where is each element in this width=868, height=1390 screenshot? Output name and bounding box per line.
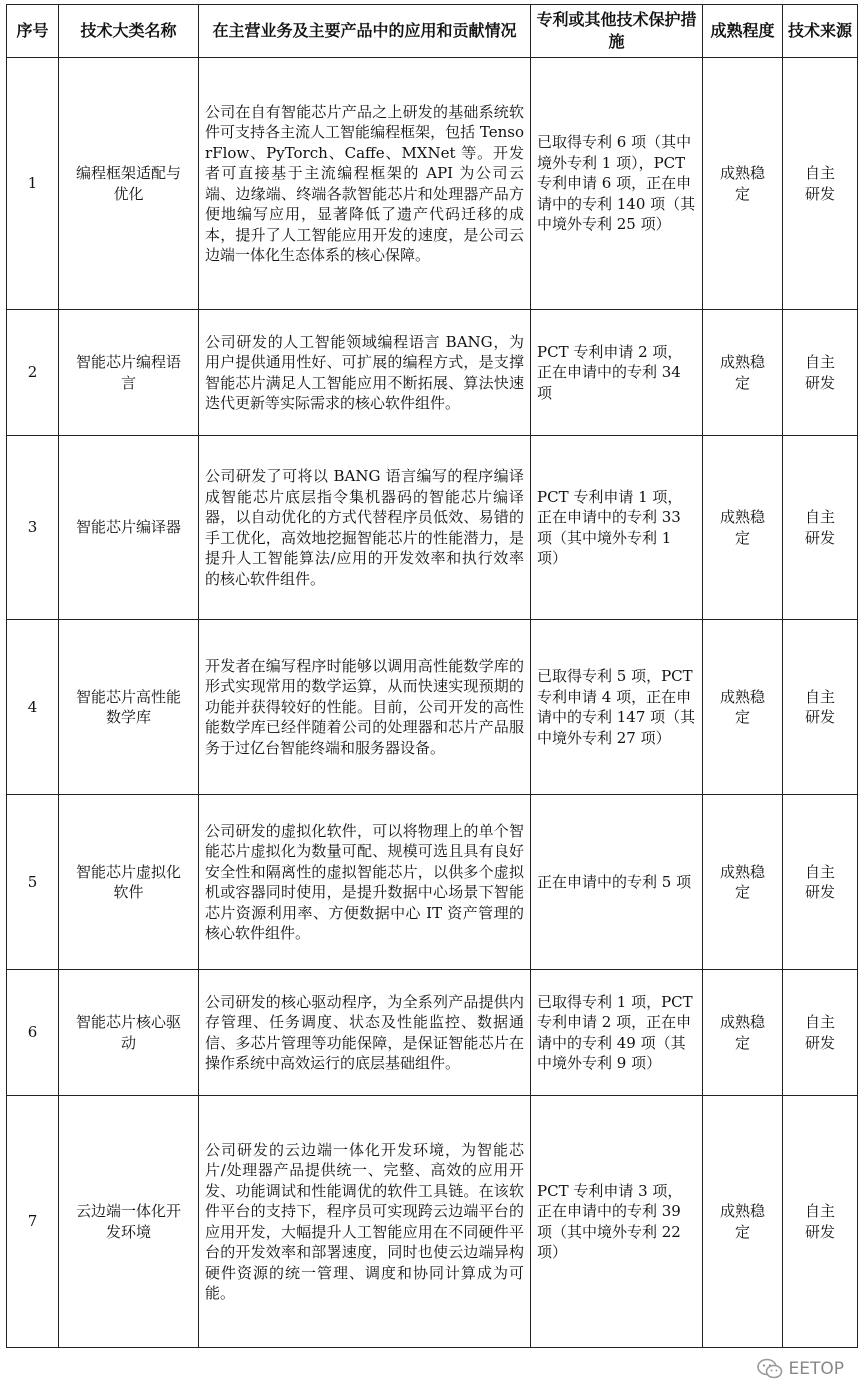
tech-protection: 已取得专利 1 项，PCT 专利申请 2 项，正在申请中的专利 49 项（其中境外专利 9 项） [531, 970, 703, 1096]
tech-name: 编程框架适配与优化 [59, 58, 199, 310]
row-number: 6 [7, 970, 59, 1096]
tech-name: 云边端一体化开发环境 [59, 1096, 199, 1348]
row-number: 1 [7, 58, 59, 310]
row-number: 5 [7, 795, 59, 970]
table-row [7, 436, 858, 620]
tech-protection: 已取得专利 6 项（其中境外专利 1 项），PCT 专利申请 6 项，正在申请中的专利 140 项（其中境外专利 25 项） [531, 58, 703, 310]
header-name: 技术大类名称 [59, 5, 199, 58]
header-no: 序号 [7, 5, 59, 58]
tech-protection: 正在申请中的专利 5 项 [531, 795, 703, 970]
row-number: 2 [7, 310, 59, 436]
tech-source: 自主研发 [783, 1096, 858, 1348]
tech-source: 自主研发 [783, 970, 858, 1096]
watermark [757, 1358, 845, 1380]
wechat-icon [757, 1358, 783, 1380]
watermark-text: EETOP [788, 1359, 844, 1379]
tech-application: 公司研发的云边端一体化开发环境，为智能芯片/处理器产品提供统一、完整、高效的应用开发、功能调试和性能调优的软件工具链。在该软件平台的支持下，程序员可实现跨云边端平台的应用开发，大幅提升人工智能应用在不同硬件平台的开发效率和部署速度，同时也使云边端异构硬件资源的统一管理、调度和协同计算成为可能。 [199, 1096, 531, 1348]
header-application: 在主营业务及主要产品中的应用和贡献情况 [199, 5, 531, 58]
tech-application: 公司研发的核心驱动程序，为全系列产品提供内存管理、任务调度、状态及性能监控、数据通信、多芯片管理等功能保障，是保证智能芯片在操作系统中高效运行的底层基础组件。 [199, 970, 531, 1096]
tech-protection: PCT 专利申请 1 项，正在申请中的专利 33 项（其中境外专利 1 项） [531, 436, 703, 620]
tech-source: 自主研发 [783, 58, 858, 310]
tech-maturity: 成熟稳定 [703, 795, 783, 970]
tech-application: 公司研发的虚拟化软件，可以将物理上的单个智能芯片虚拟化为数量可配、规模可选且具有良好安全性和隔离性的虚拟智能芯片，以供多个虚拟机或容器同时使用，是提升数据中心场景下智能芯片资源利用率、方便数据中心 IT 资产管理的核心软件组件。 [199, 795, 531, 970]
tech-maturity: 成熟稳定 [703, 620, 783, 795]
tech-protection: PCT 专利申请 3 项，正在申请中的专利 39 项（其中境外专利 22 项） [531, 1096, 703, 1348]
table-row [7, 620, 858, 795]
tech-name: 智能芯片编译器 [59, 436, 199, 620]
tech-application: 公司在自有智能芯片产品之上研发的基础系统软件可支持各主流人工智能编程框架，包括 TensorFlow、PyTorch、Caffe、MXNet 等。开发者可直接基于主流编程框架的 API 为公司云端、边缘端、终端各款智能芯片和处理器产品方便地编写应用，显著降低了遗产代码迁移的成本，提升了人工智能应用开发的速度，是公司云边端一体化生态体系的核心保障。 [199, 58, 531, 310]
tech-application: 开发者在编写程序时能够以调用高性能数学库的形式实现常用的数学运算，从而快速实现预期的功能并获得较好的性能。目前，公司开发的高性能数学库已经伴随着公司的处理器和芯片产品服务于过亿台智能终端和服务器设备。 [199, 620, 531, 795]
tech-name: 智能芯片高性能数学库 [59, 620, 199, 795]
tech-protection: 已取得专利 5 项，PCT 专利申请 4 项，正在申请中的专利 147 项（其中境外专利 27 项） [531, 620, 703, 795]
tech-source: 自主研发 [783, 795, 858, 970]
technology-table [6, 4, 858, 1348]
row-number: 4 [7, 620, 59, 795]
table-row [7, 795, 858, 970]
tech-application: 公司研发的人工智能领域编程语言 BANG，为用户提供通用性好、可扩展的编程方式，是支撑智能芯片满足人工智能应用不断拓展、算法快速迭代更新等实际需求的核心软件组件。 [199, 310, 531, 436]
tech-maturity: 成熟稳定 [703, 970, 783, 1096]
table-row [7, 1096, 858, 1348]
tech-maturity: 成熟稳定 [703, 310, 783, 436]
tech-protection: PCT 专利申请 2 项，正在申请中的专利 34 项 [531, 310, 703, 436]
tech-source: 自主研发 [783, 310, 858, 436]
tech-maturity: 成熟稳定 [703, 436, 783, 620]
tech-name: 智能芯片编程语言 [59, 310, 199, 436]
tech-name: 智能芯片核心驱动 [59, 970, 199, 1096]
header-maturity: 成熟程度 [703, 5, 783, 58]
row-number: 3 [7, 436, 59, 620]
table-row [7, 310, 858, 436]
tech-source: 自主研发 [783, 436, 858, 620]
table-row [7, 970, 858, 1096]
header-protection: 专利或其他技术保护措施 [531, 5, 703, 58]
tech-source: 自主研发 [783, 620, 858, 795]
tech-maturity: 成熟稳定 [703, 58, 783, 310]
tech-maturity: 成熟稳定 [703, 1096, 783, 1348]
header-source: 技术来源 [783, 5, 858, 58]
table-row [7, 58, 858, 310]
tech-application: 公司研发了可将以 BANG 语言编写的程序编译成智能芯片底层指令集机器码的智能芯片编译器，以自动优化的方式代替程序员低效、易错的手工优化，高效地挖掘智能芯片的性能潜力，是提升人工智能算法/应用的开发效率和执行效率的核心软件组件。 [199, 436, 531, 620]
row-number: 7 [7, 1096, 59, 1348]
tech-name: 智能芯片虚拟化软件 [59, 795, 199, 970]
table-header-row [7, 5, 858, 58]
